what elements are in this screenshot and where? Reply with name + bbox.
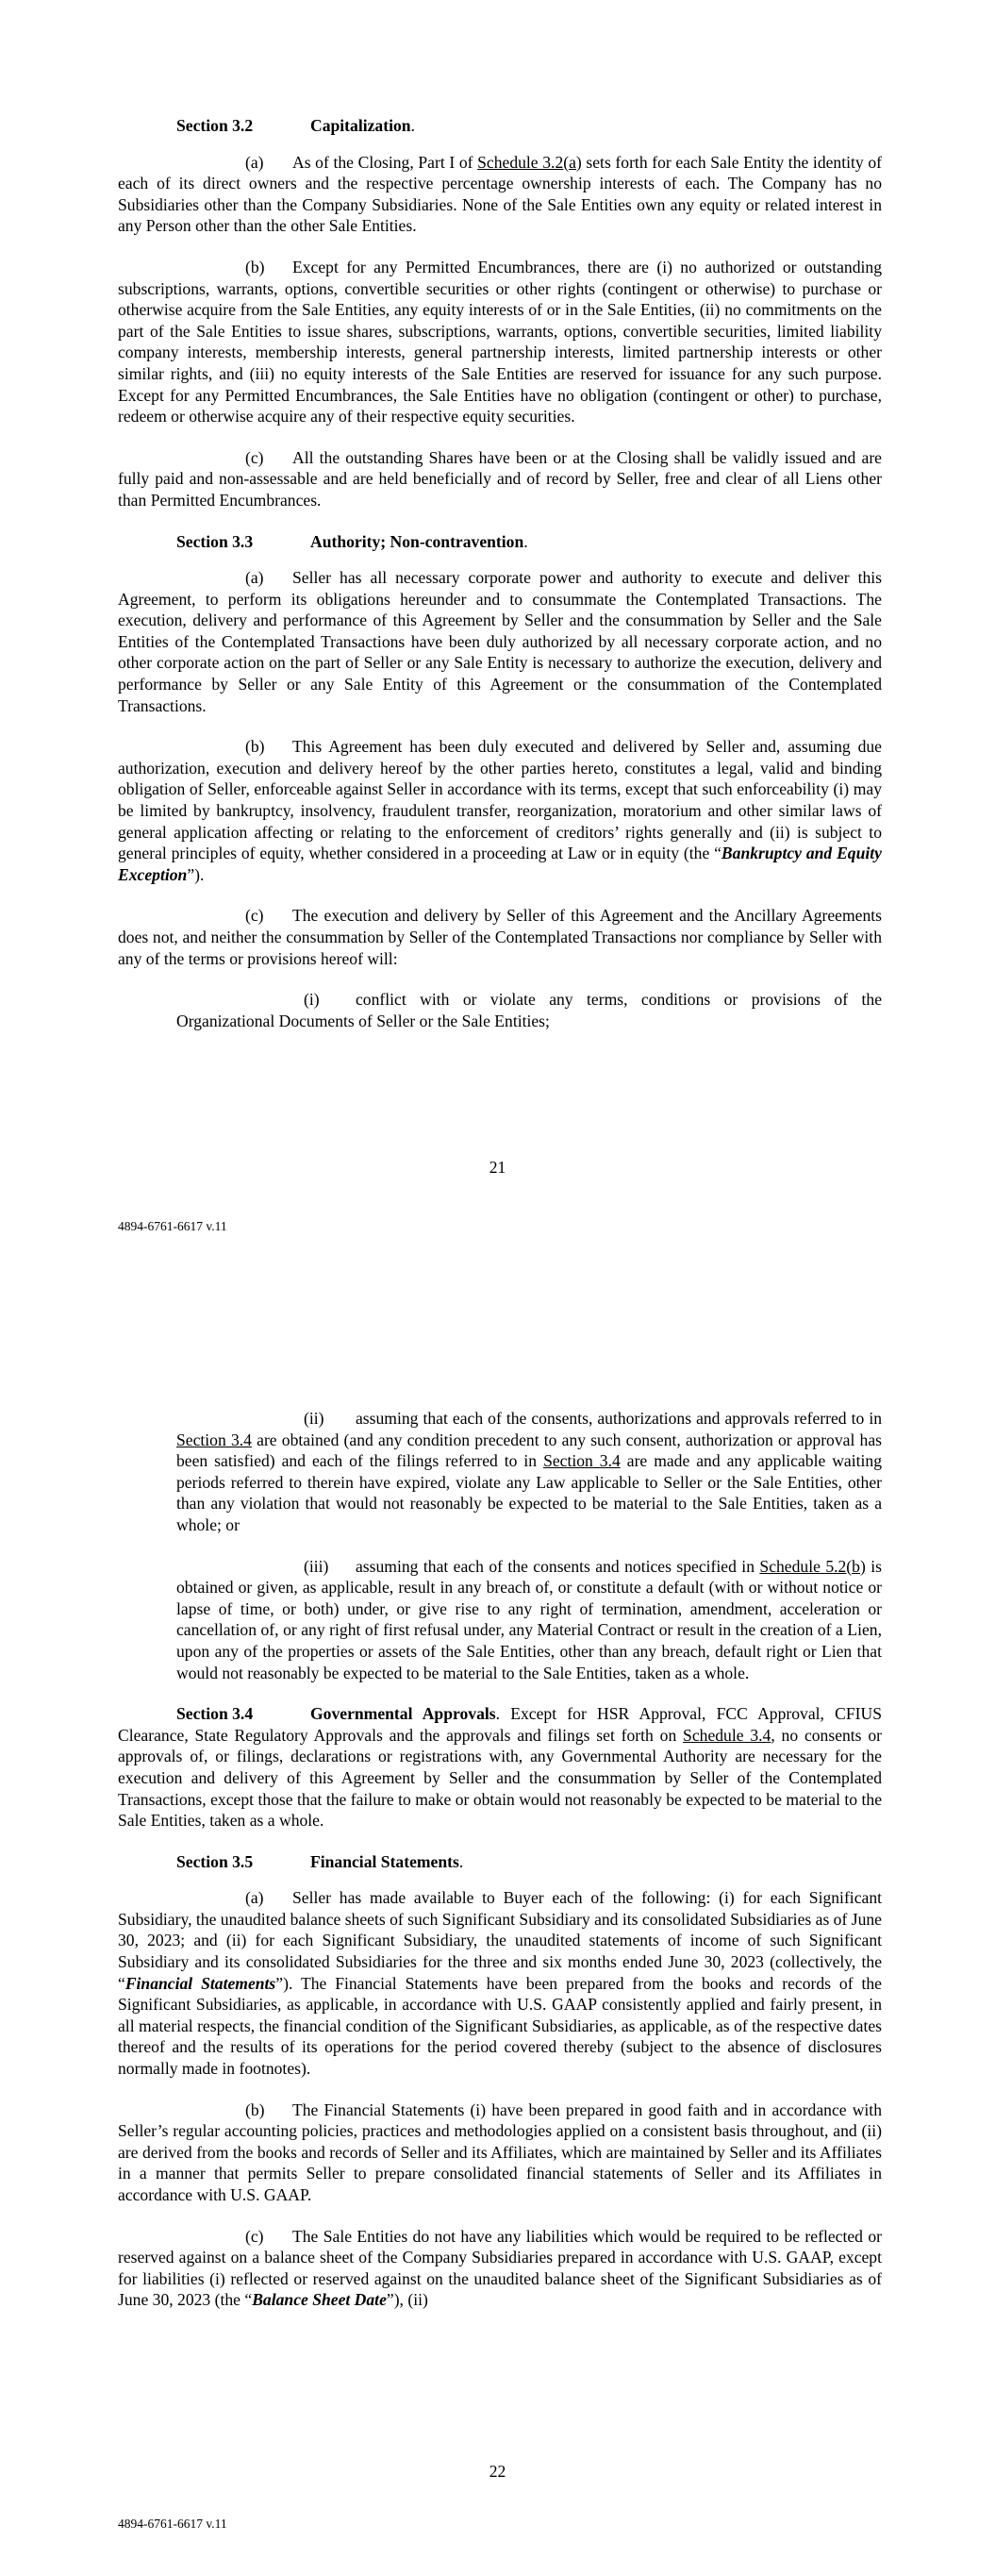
section-3-3-a: (a) Seller has all necessary corporate power and authority to execute and deliver this Agreement, to perform its obligations hereunder and to consummate the Contemplated Transactions. The execution, delivery and performance of this Agreement by Seller and the consummation by Seller and the Sale Entities of the Contemplated Transactions have been duly authorized by all necessary corporate action, and no other corporate action on the part of Seller or any Sale Entity is necessary to authorize the execution, delivery and performance by Seller or any Sale Entity of this Agreement or the consummation of the Contemplated Transactions.: [118, 568, 882, 715]
section-3-2-b: (b) Except for any Permitted Encumbrances, there are (i) no authorized or outstanding subscriptions, warrants, options, convertible securities or other rights (contingent or otherwise) to purchase or otherwise acquire from the Sale Entities, any equity interests of or in the Sale Entities, (ii) no commitments on the part of the Sale Entities to issue shares, subscriptions, warrants, options, convertible securities, limited liability company interests, membership interests, general partnership interests, limited partnership interests or other similar rights, and (iii) no equity interests of the Sale Entities are reserved for issuance for any such purpose. Except for any Permitted Encumbrances, the Sale Entities have no obligation (contingent or other) to purchase, redeem or otherwise acquire any of their respective equity securities.: [118, 257, 882, 427]
page-21-body: [118, 115, 882, 1051]
schedule-3-2-a-reference: Schedule 3.2(a): [477, 152, 582, 172]
section-3-5-a: (a) Seller has made available to Buyer each of the following: (i) for each Significant Subsidiary, the unaudited balance sheets of such Significant Subsidiary and its consolidated Subsidiaries as of June 30, 2023; and (ii) for each Significant Subsidiary, the unaudited statements of income of such Significant Subsidiary and its consolidated Subsidiaries for the three and six months ended June 30, 2023 (collectively, the “Financial Statements”). The Financial Statements have been prepared from the books and records of the Significant Subsidiaries, as applicable, in accordance with U.S. GAAP consistently applied and fairly present, in all material respects, the financial condition of the Significant Subsidiaries, as applicable, as of the respective dates thereof and the results of its operations for the period covered thereby (subject to the absence of disclosures normally made in footnotes).: [118, 1888, 882, 2079]
clause-label: (a): [245, 568, 264, 588]
section-title: Financial Statements: [310, 1851, 459, 1871]
section-title: Authority; Non-contravention: [310, 531, 524, 551]
clause-label: (b): [245, 257, 265, 276]
clause-label: (c): [245, 447, 264, 467]
clause-label: (b): [245, 2099, 265, 2119]
section-3-3-heading: Section 3.3 Authority; Non-contravention.: [176, 531, 528, 551]
section-3-2-c: (c) All the outstanding Shares have been or at the Closing shall be validly issued and are fully paid and non-assessable and are held beneficially and of record by Seller, free and clear of all Liens other than Permitted Encumbrances.: [118, 447, 882, 510]
clause-label: (c): [245, 2226, 264, 2246]
page-22-body: [118, 1408, 882, 2311]
document-id: 4894-6761-6617 v.11: [118, 2517, 227, 2531]
schedule-5-2-b-reference: Schedule 5.2(b): [759, 1556, 866, 1576]
section-title: Capitalization: [310, 116, 411, 135]
section-3-5-c: (c) The Sale Entities do not have any liabilities which would be required to be reflected or reserved against on a balance sheet of the Company Subsidiaries prepared in accordance with U.S. GAAP, except for liabilities (i) reflected or reserved against on the unaudited balance sheet of the Significant Subsidiaries as of June 30, 2023 (the “Balance Sheet Date”), (ii): [118, 2226, 882, 2310]
section-title: Governmental Approvals: [310, 1704, 496, 1724]
clause-label: (iii): [304, 1556, 329, 1576]
section-3-2-a: (a) As of the Closing, Part I of Schedule 3.2(a) sets forth for each Sale Entity the identity of each of its direct owners and the respective percentage ownership interests of each. The Company has no Subsidiaries other than the Company Subsidiaries. None of the Sale Entities own any equity or related interest in any Person other than the other Sale Entities.: [118, 152, 882, 236]
section-3-3-c-iii: (iii) assuming that each of the consents and notices specified in Schedule 5.2(b) is obtained or given, as applicable, result in any breach of, or constitute a default (with or without notice or lapse of time, or both) under, or give rise to any right of termination, amendment, acceleration or cancellation of, or any right of first refusal under, any Material Contract or result in the creation of a Lien, upon any of the properties or assets of the Sale Entities, other than any breach, default right or Lien that would not reasonably be expected to be material to the Sale Entities, taken as a whole.: [176, 1556, 882, 1682]
section-3-3-c: (c) The execution and delivery by Seller of this Agreement and the Ancillary Agreements does not, and neither the consummation by Seller of the Contemplated Transactions nor compliance by Seller with any of the terms or provisions hereof will:: [118, 906, 882, 968]
page-number: 21: [489, 1158, 506, 1177]
section-3-4-reference: Section 3.4: [543, 1451, 621, 1471]
section-3-5-heading: Section 3.5 Financial Statements.: [176, 1851, 464, 1871]
schedule-3-4-reference: Schedule 3.4: [683, 1725, 771, 1745]
section-3-4: Section 3.4 Governmental Approvals. Except for HSR Approval, FCC Approval, CFIUS Clearance, State Regulatory Approvals and the approvals and filings set forth on Schedule 3.4, no consents or approvals of, or filings, declarations or registrations with, any Governmental Authority are necessary for the execution and delivery of this Agreement by Seller and the consummation by Seller of the Contemplated Transactions, except those that the failure to make or obtain would not reasonably be expected to be material to the Sale Entities, taken as a whole.: [118, 1704, 883, 1831]
clause-label: (a): [245, 1888, 264, 1908]
section-number: Section 3.5: [176, 1851, 254, 1871]
section-3-3-c-ii: (ii) assuming that each of the consents, authorizations and approvals referred to in Section 3.4 are obtained (and any condition precedent to any such consent, authorization or approval has been satisfied) and each of the filings referred to in Section 3.4 are made and any applicable waiting periods referred to therein have expired, violate any Law applicable to Seller or the Sale Entities, other than any violation that would not reasonably be expected to be material to the Sale Entities, taken as a whole; or: [176, 1409, 882, 1534]
section-3-5-b: (b) The Financial Statements (i) have been prepared in good faith and in accordance with Seller’s regular accounting policies, practices and methodologies applied on a consistent basis throughout, and (ii) are derived from the books and records of Seller and its Affiliates, which are maintained by Seller and its Affiliates in a manner that permits Seller to prepare consolidated financial statements of Seller and its Affiliates in accordance with U.S. GAAP.: [118, 2099, 882, 2204]
defined-term-financial-statements: Financial Statements: [124, 1973, 276, 1993]
section-number: Section 3.4: [176, 1704, 254, 1724]
clause-label: (i): [304, 990, 320, 1010]
defined-term-balance-sheet-date: Balance Sheet Date: [252, 2290, 387, 2310]
section-number: Section 3.2: [176, 116, 254, 135]
section-3-4-reference: Section 3.4: [176, 1430, 252, 1449]
section-3-2-heading: Section 3.2 Capitalization.: [176, 116, 415, 135]
clause-label: (ii): [304, 1409, 324, 1428]
page-22: [0, 1288, 995, 2576]
clause-label: (a): [245, 152, 264, 172]
section-3-3-b: (b) This Agreement has been duly executed and delivered by Seller and, assuming due authorization, execution and delivery hereof by the other parties hereto, constitutes a legal, valid and binding obligation of Seller, enforceable against Seller in accordance with its terms, except that such enforceability (i) may be limited by bankruptcy, insolvency, fraudulent transfer, reorganization, moratorium and other similar laws of general application affecting or relating to the enforcement of creditors’ rights generally and (ii) is subject to general principles of equity, whether considered in a proceeding at Law or in equity (the “Bankruptcy and Equity Exception”).: [118, 737, 882, 884]
section-3-3-c-i: (i) conflict with or violate any terms, conditions or provisions of the Organizational Documents of Seller or the Sale Entities;: [176, 990, 882, 1030]
clause-label: (b): [245, 737, 265, 757]
defined-term-bankruptcy-exception: Bankruptcy and Equity Exception: [118, 844, 882, 884]
document-id: 4894-6761-6617 v.11: [118, 1219, 227, 1233]
section-number: Section 3.3: [176, 531, 254, 551]
clause-label: (c): [245, 906, 264, 926]
page-number: 22: [489, 2462, 506, 2481]
